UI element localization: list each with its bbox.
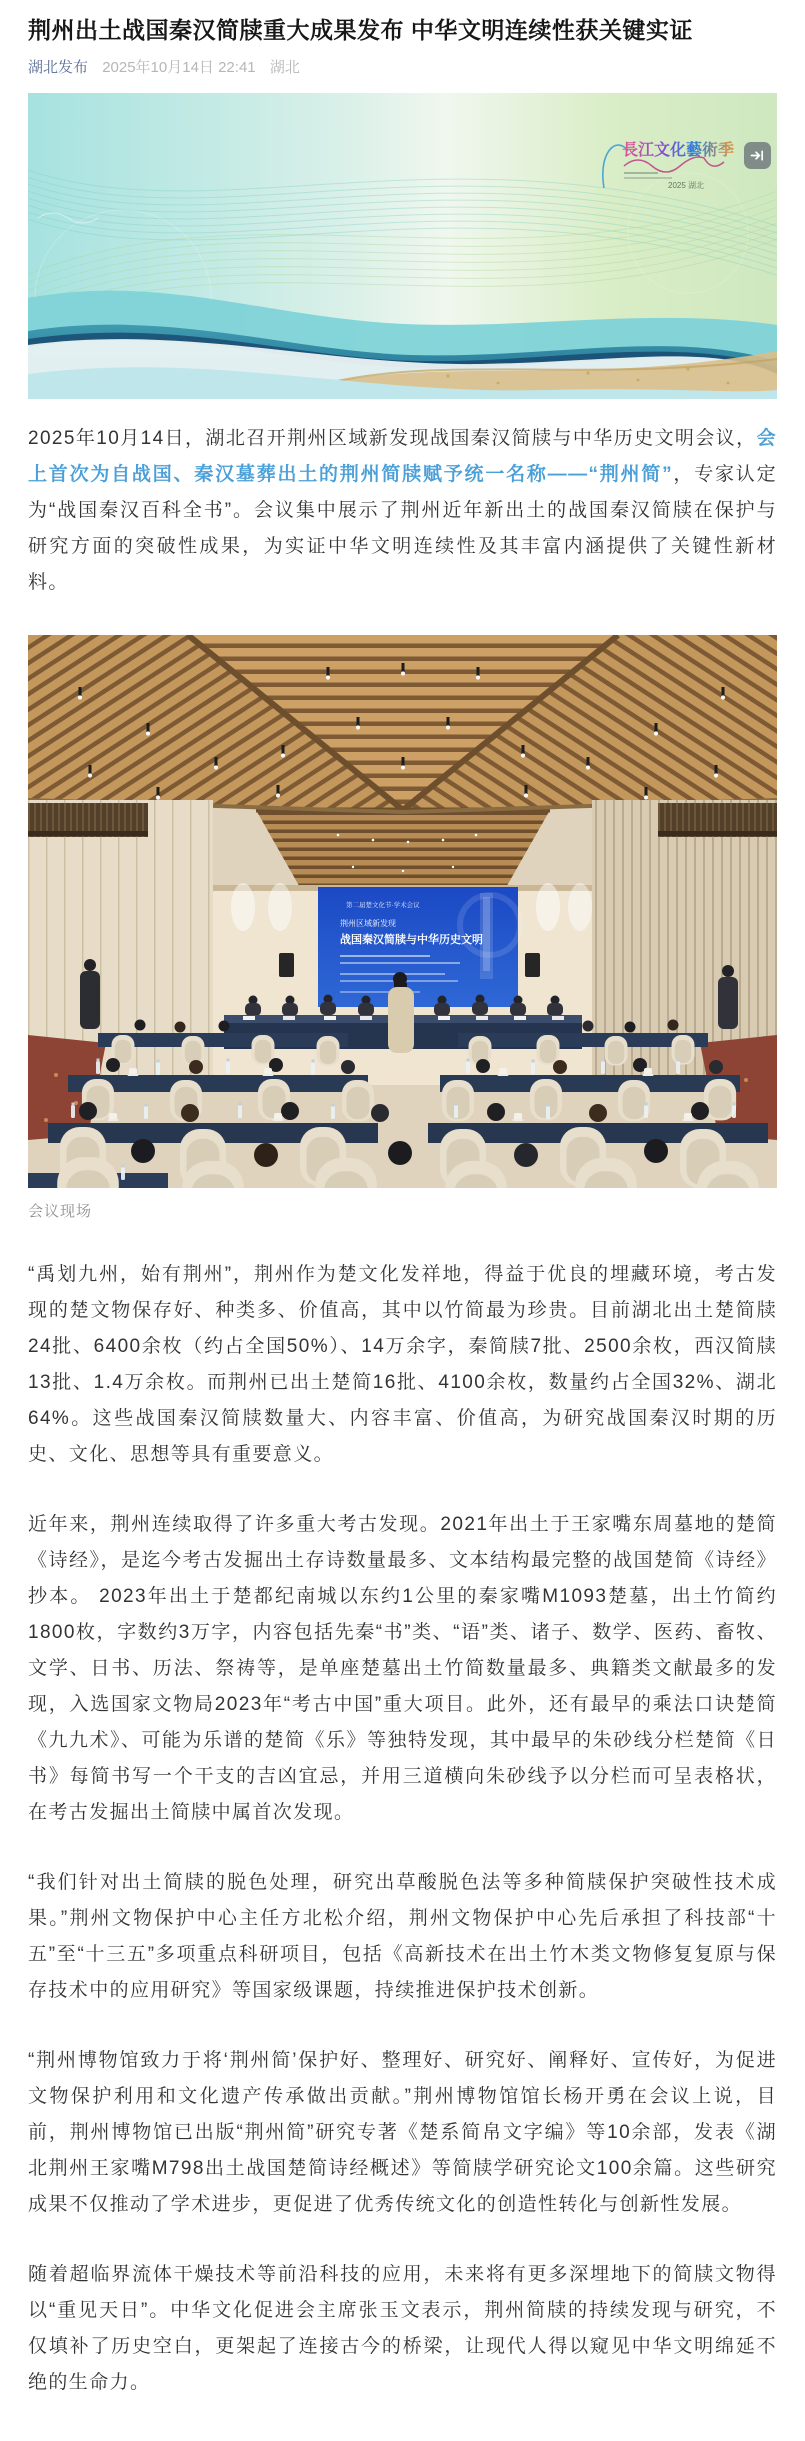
paragraph-5: “荆州博物馆致力于将‘荆州简’保护好、整理好、研究好、阐释好、宣传好，为促进文物保护利用和文化遗产传承做出贡献。”荆州博物馆馆长杨开勇在会议上说，目前，荆州博物馆已出版“荆州简”研究专著《楚系简帛文字编》等10余部，发表《湖北荆州王家嘴M798出土战国楚简诗经概述》等简牍学研究论文100余篇。这些研究成果不仅推动了学术进步，更促进了优秀传统文化的创造性转化与创新性发展。 — [28, 2050, 777, 2216]
screen-title-text: 战国秦汉简牍与中华历史文明 — [340, 934, 483, 947]
p1-highlight-text: 会上首次为自战国、秦汉墓葬出土的荆州简牍赋予统一名称——“荆州简” — [28, 428, 777, 486]
p1-text-after: ，专家认定为“战国秦汉百科全书”。会议集中展示了荆州近年新出土的战国秦汉简牍在保护与研究方面的突破性成果，为实证中华文明连续性及其丰富内涵提供了关键性新材料。 — [28, 464, 777, 594]
page-title: 荆州出土战国秦汉简牍重大成果发布 中华文明连续性获关键实证 — [28, 17, 693, 43]
conference-photo[interactable] — [28, 635, 777, 1188]
paragraph-3: 近年来，荆州连续取得了许多重大考古发现。2021年出土于王家嘴东周墓地的楚简《诗经》，是迄今考古发掘出土存诗数量最多、文本结构最完整的战国楚简《诗经》抄本。 2023年出土于楚都纪南城以东约1公里的秦家嘴M1093楚墓，出土竹简约1800枚，字数约3万字，内容包括先秦“书”类、“语”类、诸子、数学、医药、畜牧、文学、日书、历法、祭祷等，是单座楚墓出土竹简数量最多、典籍类文献最多的发现，入选国家文物局2023年“考古中国”重大项目。此外，还有最早的乘法口诀楚简《九九术》、可能为乐谱的楚简《乐》等独特发现，其中最早的朱砂线分栏楚简《日书》每简书写一个干支的吉凶宜忌，并用三道横向朱砂线予以分栏而可呈表格状，在考古发掘出土简牍中属首次发现。 — [28, 1514, 777, 1824]
paragraph-1 — [28, 421, 777, 601]
paragraph-2: “禹划九州，始有荆州”，荆州作为楚文化发祥地，得益于优良的埋藏环境，考古发现的楚文物保存好、种类多、价值高，其中以竹简最为珍贵。目前湖北出土楚简牍24批、6400余枚（约占全国50%）、14万余字，秦简牍7批、2500余枚，西汉简牍13批、1.4万余枚。而荆州已出土楚简16批、4100余枚，数量约占全国32%、湖北64%。这些战国秦汉简牍数量大、内容丰富、价值高，为研究战国秦汉时期的历史、文化、思想等具有重要意义。 — [28, 1264, 777, 1466]
screen-subtitle-text: 荆州区域新发现 — [340, 919, 396, 929]
expand-icon[interactable] — [744, 142, 771, 169]
banner-logo-title: 長江文化藝術季 — [622, 140, 735, 160]
publish-location: 湖北 — [269, 59, 300, 77]
banner-art — [28, 93, 777, 399]
conference-photo-art — [28, 635, 777, 1188]
banner-logo-subtitle: 2025 湖北 — [668, 181, 705, 191]
publish-date: 2025年10月14日 22:41 — [102, 59, 256, 77]
source-link[interactable]: 湖北发布 — [28, 59, 89, 77]
photo-caption: 会议现场 — [28, 1203, 93, 1221]
article-meta — [28, 57, 777, 78]
p1-text-before: 2025年10月14日，湖北召开荆州区域新发现战国秦汉简牍与中华历史文明会议， — [28, 428, 757, 450]
paragraph-4: “我们针对出土简牍的脱色处理，研究出草酸脱色法等多种简牍保护突破性技术成果。”荆州文物保护中心主任方北松介绍，荆州文物保护中心先后承担了科技部“十五”至“十三五”多项重点科研项目，包括《高新技术在出土竹木类文物修复复原与保存技术中的应用研究》等国家级课题，持续推进保护技术创新。 — [28, 1872, 777, 2002]
screen-header-text: 第二届楚文化节·学术会议 — [346, 902, 420, 910]
projection-screen — [318, 887, 520, 1007]
banner-image[interactable] — [28, 93, 777, 399]
paragraph-6: 随着超临界流体干燥技术等前沿科技的应用，未来将有更多深埋地下的简牍文物得以“重见天日”。中华文化促进会主席张玉文表示，荆州简牍的持续发现与研究，不仅填补了历史空白，更架起了连接古今的桥梁，让现代人得以窥见中华文明绵延不绝的生命力。 — [28, 2264, 777, 2394]
